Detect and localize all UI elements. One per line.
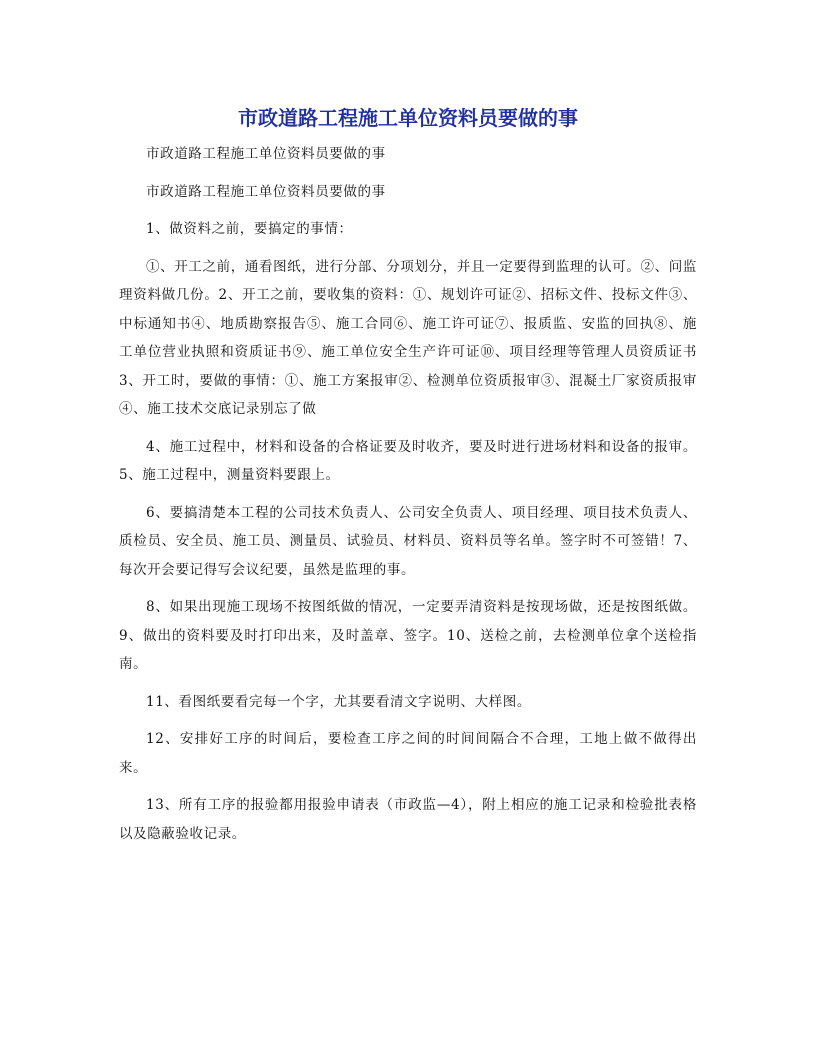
paragraph: 1、做资料之前，要搞定的事情：	[146, 221, 353, 237]
paragraph: 市政道路工程施工单位资料员要做的事	[146, 183, 386, 200]
paragraph: 11、看图纸要看完每一个字，尤其要看清文字说明、大样图。	[146, 693, 531, 710]
paragraph: 市政道路工程施工单位资料员要做的事	[146, 146, 386, 162]
document-body	[119, 140, 697, 857]
paragraph: 13、所有工序的报验都用报验申请表（市政监—4），附上相应的施工记录和检验批表格以及隐蔽验收记录。	[119, 797, 697, 842]
paragraph: 4、施工过程中，材料和设备的合格证要及时收齐，要及时进行进场材料和设备的报审。5、施工过程中，测量资料要跟上。	[119, 438, 697, 483]
paragraph: 8、如果出现施工现场不按图纸做的情况，一定要弄清资料是按现场做，还是按图纸做。9、做出的资料要及时打印出来，及时盖章、签字。10、送检之前，去检测单位拿个送检指南。	[119, 599, 697, 672]
paragraph: 6、要搞清楚本工程的公司技术负责人、公司安全负责人、项目经理、项目技术负责人、质检员、安全员、施工员、测量员、试验员、材料员、资料员等名单。签字时不可签错！7、每次开会要记得写会议纪要，虽然是监理的事。	[119, 504, 697, 578]
paragraph: 12、安排好工序的时间后，要检查工序之间的时间间隔合不合理，工地上做不做得出来。	[119, 731, 697, 776]
document-title: 市政道路工程施工单位资料员要做的事	[238, 106, 578, 130]
paragraph: ①、开工之前，通看图纸，进行分部、分项划分，并且一定要得到监理的认可。②、问监理资料做几份。2、开工之前，要收集的资料：①、规划许可证②、招标文件、投标文件③、中标通知书④、地质勘察报告⑤、施工合同⑥、施工许可证⑦、报质监、安监的回执⑧、施工单位营业执照和资质证书⑨、施工单位安全生产许可证⑩、项目经理等管理人员资质证书3、开工时，要做的事情：①、施工方案报审②、检测单位资质报审③、混凝土厂家资质报审④、施工技术交底记录别忘了做	[119, 258, 697, 417]
